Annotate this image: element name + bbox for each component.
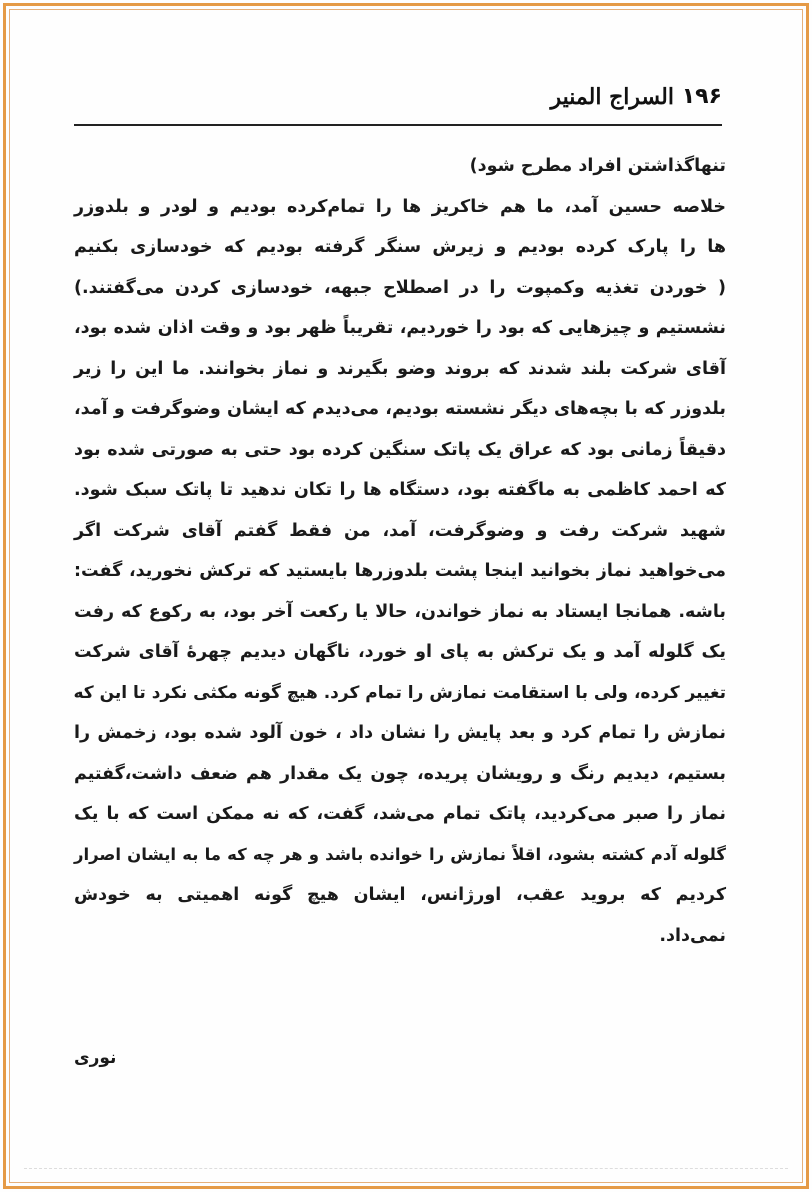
text-line: باشه. همانجا ایستاد به نماز خواندن، حالا یا رکعت آخر بود، به رکوع که رفت — [74, 601, 726, 622]
header-divider — [74, 124, 722, 126]
page-header — [74, 78, 722, 118]
text-line: تنهاگذاشتن افراد مطرح شود) — [469, 156, 726, 176]
text-line: نمی‌داد. — [659, 925, 726, 946]
text-line: ها را پارک کرده بودیم و زیرش سنگر گرفته بودیم که خودسازی بکنیم — [74, 237, 726, 257]
text-line: شهید شرکت رفت و وضوگرفت، آمد، من فقط گفتم آقای شرکت اگر — [74, 520, 726, 541]
text-line: تغییر کرده، ولی با استقامت نمازش را تمام کرد. هیچ گونه مکثی نکرد تا این که — [73, 682, 726, 703]
author-signature: نوری — [74, 1048, 117, 1068]
text-line: نشستیم و چیزهایی که بود را خوردیم، تقریباً ظهر بود و وقت اذان شده بود، — [74, 318, 726, 338]
text-line: که احمد کاظمی به ماگفته بود، دستگاه ها را تکان ندهید تا پاتک سبک شود. — [74, 480, 726, 500]
text-line: می‌خواهید نماز بخوانید اینجا پشت بلدوزرها بایستید که ترکش نخورید، گفت: — [74, 561, 726, 581]
scan-edge-line — [24, 1168, 788, 1169]
text-line: گلوله آدم کشته بشود، اقلاً نمازش را خوانده باشد و هر چه که ما به ایشان اصرار — [74, 844, 726, 864]
body-text — [74, 146, 726, 956]
text-line: ( خوردن تغذیه وکمپوت را در اصطلاح جبهه، خودسازی کردن می‌گفتند.) — [74, 277, 726, 298]
text-line: خلاصه حسین آمد، ما هم خاکریز ها را تمام‌کرده بودیم و لودر و بلدوزر — [74, 196, 726, 217]
text-line: کردیم که بروید عقب، اورژانس، ایشان هیچ گونه اهمیتی به خودش — [74, 885, 726, 905]
text-line: دقیقاً زمانی بود که عراق یک پاتک سنگین کرده بود حتی به صورتی شده بود — [74, 439, 726, 460]
text-line: بلدوزر که با بچه‌های دیگر نشسته بودیم، می‌دیدم که ایشان وضوگرفت و آمد، — [74, 399, 726, 419]
text-line: نمازش را تمام کرد و بعد پایش را نشان داد ، خون آلود شده بود، زخمش را — [74, 723, 726, 743]
text-line: یک گلوله آمد و یک ترکش به پای او خورد، ناگهان دیدیم چهرهٔ آقای شرکت — [74, 642, 726, 662]
book-title: السراج المنیر — [550, 84, 674, 110]
text-line: بستیم، دیدیم رنگ و رویشان پریده، چون یک مقدار هم ضعف داشت،گفتیم — [74, 763, 726, 784]
text-line: نماز را صبر می‌کردید، پاتک تمام می‌شد، گفت، که نه ممکن است که با یک — [74, 804, 726, 824]
page-number: ۱۹۶ — [681, 84, 722, 109]
text-line: آقای شرکت بلند شدند که بروند وضو بگیرند و نماز بخوانند. ما این را زیر — [74, 358, 726, 379]
